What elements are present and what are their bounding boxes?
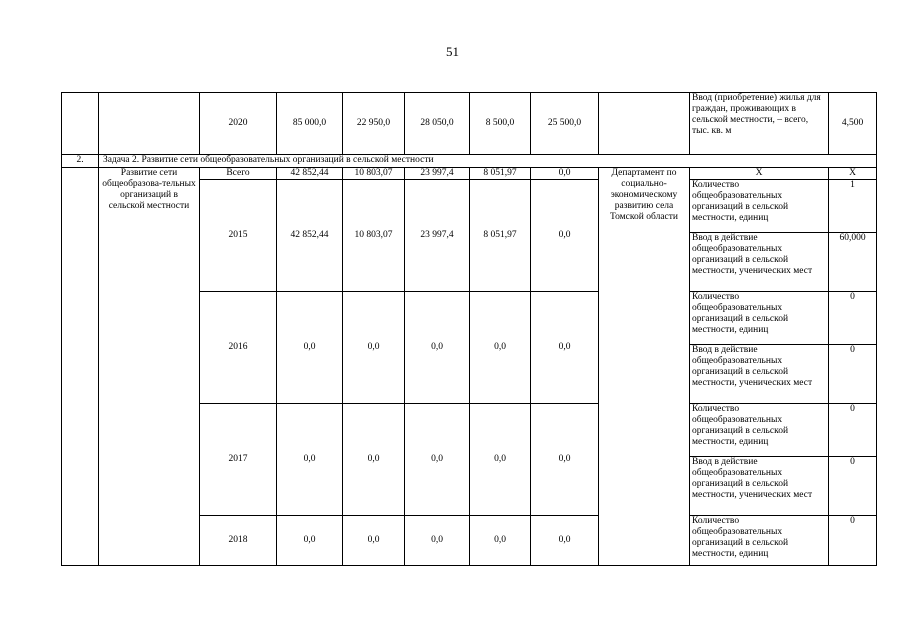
value-cell: 0,0 (343, 516, 405, 566)
value-cell: 0,0 (343, 292, 405, 404)
indicator-cell: Ввод (приобретение) жилья для граждан, проживающих в сельской местности, – всего, тыс. кв. м (690, 93, 829, 155)
task-row (62, 155, 877, 168)
value-cell: 0,0 (470, 516, 531, 566)
indicator-value-cell: 0 (829, 516, 877, 566)
value-cell: 0,0 (470, 292, 531, 404)
total-cell: 42 852,44 (277, 168, 343, 180)
value-cell: 0,0 (531, 180, 599, 292)
value-cell: 8 051,97 (470, 168, 531, 180)
indicator-value-cell: 60,000 (829, 233, 877, 292)
indicator-cell: Ввод в действие общеобразовательных организаций в сельской местности, ученических мест (690, 345, 829, 404)
value-cell: 23 997,4 (405, 180, 470, 292)
indicator-cell: Количество общеобразовательных организаций в сельской местности, единиц (690, 404, 829, 457)
indicator-value-cell: 0 (829, 345, 877, 404)
cell-empty (599, 93, 690, 155)
indicator-value-cell: Х (829, 168, 877, 180)
value-cell: 23 997,4 (405, 168, 470, 180)
cell-empty (62, 168, 99, 566)
indicator-value-cell: 4,500 (829, 93, 877, 155)
value-cell: 8 500,0 (470, 93, 531, 155)
year-cell: 2016 (200, 292, 277, 404)
value-cell: 0,0 (531, 292, 599, 404)
value-cell: 22 950,0 (343, 93, 405, 155)
value-cell: 0,0 (405, 404, 470, 516)
indicator-cell: Количество общеобразовательных организаций в сельской местности, единиц (690, 180, 829, 233)
value-cell: 28 050,0 (405, 93, 470, 155)
year-cell: 2020 (200, 93, 277, 155)
value-cell: 0,0 (531, 404, 599, 516)
indicator-value-cell: 0 (829, 457, 877, 516)
program-table (61, 92, 877, 566)
table-row-2020 (62, 93, 877, 155)
task-number: 2. (62, 155, 99, 168)
indicator-cell: Х (690, 168, 829, 180)
year-cell: 2018 (200, 516, 277, 566)
value-cell: 0,0 (531, 168, 599, 180)
total-cell: 85 000,0 (277, 93, 343, 155)
measure-name: Развитие сети общеобразова-тельных организаций в сельской местности (99, 168, 200, 566)
total-cell: 0,0 (277, 292, 343, 404)
page-number: 51 (446, 44, 459, 59)
year-cell: Всего (200, 168, 277, 180)
indicator-cell: Количество общеобразовательных организаций в сельской местности, единиц (690, 292, 829, 345)
value-cell: 10 803,07 (343, 180, 405, 292)
year-cell: 2017 (200, 404, 277, 516)
value-cell: 0,0 (405, 292, 470, 404)
indicator-value-cell: 0 (829, 404, 877, 457)
cell-empty (62, 93, 99, 155)
year-cell: 2015 (200, 180, 277, 292)
value-cell: 0,0 (343, 404, 405, 516)
value-cell: 0,0 (531, 516, 599, 566)
indicator-value-cell: 1 (829, 180, 877, 233)
indicator-cell: Ввод в действие общеобразовательных организаций в сельской местности, ученических мест (690, 457, 829, 516)
value-cell: 8 051,97 (470, 180, 531, 292)
value-cell: 25 500,0 (531, 93, 599, 155)
value-cell: 0,0 (405, 516, 470, 566)
indicator-cell: Ввод в действие общеобразовательных организаций в сельской местности, ученических мест (690, 233, 829, 292)
cell-empty (99, 93, 200, 155)
executor-cell: Департамент по социально-экономическому развитию села Томской области (599, 168, 690, 566)
total-cell: 42 852,44 (277, 180, 343, 292)
indicator-value-cell: 0 (829, 292, 877, 345)
task-title: Задача 2. Развитие сети общеобразовательных организаций в сельской местности (99, 155, 877, 168)
value-cell: 0,0 (470, 404, 531, 516)
value-cell: 10 803,07 (343, 168, 405, 180)
indicator-cell: Количество общеобразовательных организаций в сельской местности, единиц (690, 516, 829, 566)
total-cell: 0,0 (277, 516, 343, 566)
table-row-total (62, 168, 877, 180)
total-cell: 0,0 (277, 404, 343, 516)
